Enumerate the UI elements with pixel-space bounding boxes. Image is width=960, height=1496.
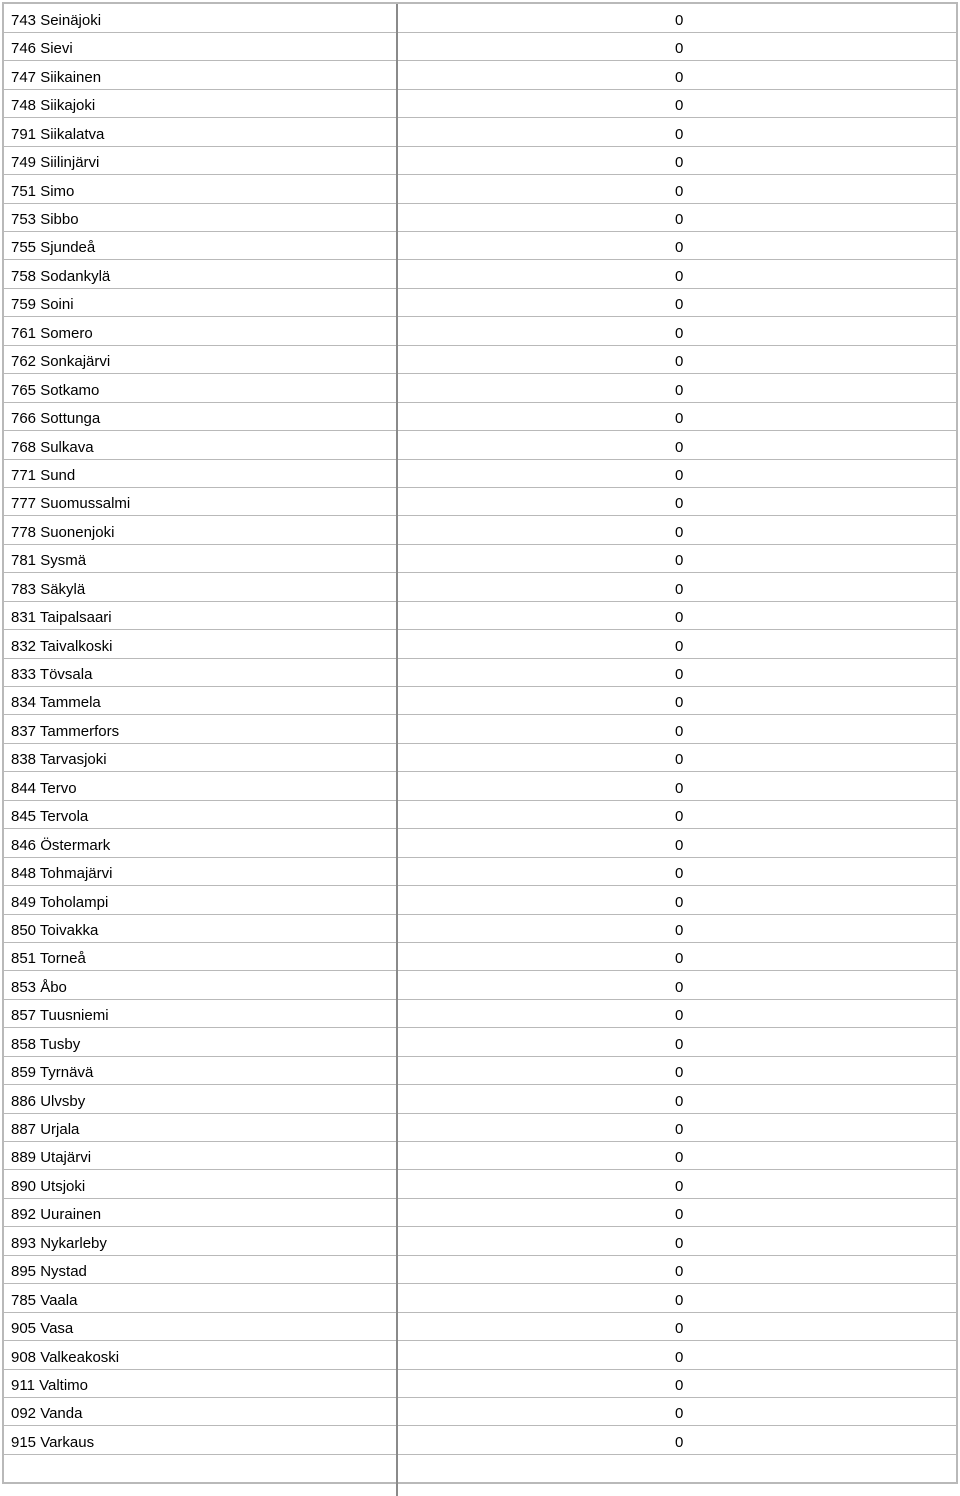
municipality-name-cell[interactable]: 915 Varkaus bbox=[4, 1426, 397, 1454]
municipality-name-cell[interactable]: 857 Tuusniemi bbox=[4, 999, 397, 1027]
table-row bbox=[4, 1142, 958, 1170]
municipality-name-cell[interactable]: 886 Ulvsby bbox=[4, 1085, 397, 1113]
table-row bbox=[4, 1170, 958, 1198]
municipality-name-cell[interactable]: 748 Siikajoki bbox=[4, 89, 397, 117]
value-cell[interactable]: 0 bbox=[397, 886, 958, 914]
value-cell[interactable]: 0 bbox=[397, 1426, 958, 1454]
value-cell[interactable]: 0 bbox=[397, 914, 958, 942]
value-cell[interactable]: 0 bbox=[397, 89, 958, 117]
table-row bbox=[4, 374, 958, 402]
value-cell[interactable]: 0 bbox=[397, 61, 958, 89]
municipality-name-cell[interactable]: 850 Toivakka bbox=[4, 914, 397, 942]
table-row bbox=[4, 715, 958, 743]
table-row bbox=[4, 1056, 958, 1084]
value-cell[interactable]: 0 bbox=[397, 800, 958, 828]
table-row bbox=[4, 999, 958, 1027]
municipality-name-cell[interactable]: 758 Sodankylä bbox=[4, 260, 397, 288]
value-cell[interactable]: 0 bbox=[397, 260, 958, 288]
value-cell[interactable]: 0 bbox=[397, 1113, 958, 1141]
municipality-name-cell[interactable]: 746 Sievi bbox=[4, 32, 397, 60]
value-cell[interactable]: 0 bbox=[397, 829, 958, 857]
table-row bbox=[4, 32, 958, 60]
table-row bbox=[4, 459, 958, 487]
table-row bbox=[4, 544, 958, 572]
municipality-name-cell[interactable]: 092 Vanda bbox=[4, 1397, 397, 1425]
municipality-name-cell[interactable]: 785 Vaala bbox=[4, 1284, 397, 1312]
municipality-name-cell[interactable]: 905 Vasa bbox=[4, 1312, 397, 1340]
municipality-name-cell[interactable]: 834 Tammela bbox=[4, 687, 397, 715]
value-cell[interactable]: 0 bbox=[397, 1341, 958, 1369]
value-cell[interactable]: 0 bbox=[397, 1397, 958, 1425]
table-row bbox=[4, 1312, 958, 1340]
value-cell[interactable]: 0 bbox=[397, 317, 958, 345]
table-row bbox=[4, 232, 958, 260]
value-cell[interactable]: 0 bbox=[397, 345, 958, 373]
table-row bbox=[4, 573, 958, 601]
table-row bbox=[4, 971, 958, 999]
value-cell[interactable]: 0 bbox=[397, 544, 958, 572]
municipality-name-cell[interactable]: 762 Sonkajärvi bbox=[4, 345, 397, 373]
table-row bbox=[4, 4, 958, 32]
table-row bbox=[4, 1028, 958, 1056]
municipality-name-cell[interactable]: 889 Utajärvi bbox=[4, 1142, 397, 1170]
table-row bbox=[4, 1341, 958, 1369]
table-row bbox=[4, 89, 958, 117]
value-cell[interactable]: 0 bbox=[397, 1369, 958, 1397]
value-cell[interactable]: 0 bbox=[397, 1284, 958, 1312]
value-cell[interactable]: 0 bbox=[397, 459, 958, 487]
table-row bbox=[4, 345, 958, 373]
table-row bbox=[4, 1397, 958, 1425]
municipality-name-cell[interactable]: 761 Somero bbox=[4, 317, 397, 345]
value-cell[interactable]: 0 bbox=[397, 146, 958, 174]
municipality-name-cell[interactable]: 892 Uurainen bbox=[4, 1198, 397, 1226]
table-row bbox=[4, 1198, 958, 1226]
table-row bbox=[4, 516, 958, 544]
empty-name-cell[interactable] bbox=[4, 1454, 397, 1496]
table-row bbox=[4, 260, 958, 288]
value-cell[interactable]: 0 bbox=[397, 1255, 958, 1283]
table-row bbox=[4, 1255, 958, 1283]
municipality-name-cell[interactable]: 858 Tusby bbox=[4, 1028, 397, 1056]
municipality-name-cell[interactable]: 743 Seinäjoki bbox=[4, 4, 397, 32]
value-cell[interactable]: 0 bbox=[397, 1142, 958, 1170]
value-cell[interactable]: 0 bbox=[397, 1198, 958, 1226]
municipality-name-cell[interactable]: 844 Tervo bbox=[4, 772, 397, 800]
municipality-name-cell[interactable]: 781 Sysmä bbox=[4, 544, 397, 572]
municipality-name-cell[interactable]: 853 Åbo bbox=[4, 971, 397, 999]
municipality-name-cell[interactable]: 831 Taipalsaari bbox=[4, 601, 397, 629]
table-row bbox=[4, 402, 958, 430]
municipality-name-cell[interactable]: 846 Östermark bbox=[4, 829, 397, 857]
value-cell[interactable]: 0 bbox=[397, 374, 958, 402]
value-cell[interactable]: 0 bbox=[397, 1170, 958, 1198]
table-row bbox=[4, 1284, 958, 1312]
municipality-name-cell[interactable]: 893 Nykarleby bbox=[4, 1227, 397, 1255]
table-row bbox=[4, 1369, 958, 1397]
value-cell[interactable]: 0 bbox=[397, 431, 958, 459]
municipality-name-cell[interactable]: 777 Suomussalmi bbox=[4, 487, 397, 515]
municipality-name-cell[interactable]: 768 Sulkava bbox=[4, 431, 397, 459]
value-cell[interactable]: 0 bbox=[397, 175, 958, 203]
municipality-name-cell[interactable]: 783 Säkylä bbox=[4, 573, 397, 601]
municipality-name-cell[interactable]: 832 Taivalkoski bbox=[4, 630, 397, 658]
table-row bbox=[4, 630, 958, 658]
municipality-name-cell[interactable]: 771 Sund bbox=[4, 459, 397, 487]
table-row bbox=[4, 203, 958, 231]
value-cell[interactable]: 0 bbox=[397, 1312, 958, 1340]
value-cell[interactable]: 0 bbox=[397, 772, 958, 800]
municipality-name-cell[interactable]: 747 Siikainen bbox=[4, 61, 397, 89]
municipality-name-cell[interactable]: 778 Suonenjoki bbox=[4, 516, 397, 544]
municipality-name-cell[interactable]: 908 Valkeakoski bbox=[4, 1341, 397, 1369]
municipality-name-cell[interactable]: 890 Utsjoki bbox=[4, 1170, 397, 1198]
municipality-name-cell[interactable]: 791 Siikalatva bbox=[4, 118, 397, 146]
value-cell[interactable]: 0 bbox=[397, 971, 958, 999]
municipality-name-cell[interactable]: 755 Sjundeå bbox=[4, 232, 397, 260]
table-row bbox=[4, 942, 958, 970]
value-cell[interactable]: 0 bbox=[397, 687, 958, 715]
table-row bbox=[4, 743, 958, 771]
municipality-name-cell[interactable]: 859 Tyrnävä bbox=[4, 1056, 397, 1084]
table-row bbox=[4, 687, 958, 715]
table-row bbox=[4, 914, 958, 942]
value-cell[interactable]: 0 bbox=[397, 658, 958, 686]
value-cell[interactable]: 0 bbox=[397, 4, 958, 32]
municipality-name-cell[interactable]: 911 Valtimo bbox=[4, 1369, 397, 1397]
table-row bbox=[4, 317, 958, 345]
value-cell[interactable]: 0 bbox=[397, 232, 958, 260]
value-cell[interactable]: 0 bbox=[397, 1056, 958, 1084]
municipality-name-cell[interactable]: 848 Tohmajärvi bbox=[4, 857, 397, 885]
municipality-name-cell[interactable]: 833 Tövsala bbox=[4, 658, 397, 686]
value-cell[interactable]: 0 bbox=[397, 203, 958, 231]
value-cell[interactable]: 0 bbox=[397, 288, 958, 316]
value-cell[interactable]: 0 bbox=[397, 942, 958, 970]
value-cell[interactable]: 0 bbox=[397, 999, 958, 1027]
table-row bbox=[4, 857, 958, 885]
value-cell[interactable]: 0 bbox=[397, 601, 958, 629]
table-row bbox=[4, 175, 958, 203]
value-cell[interactable]: 0 bbox=[397, 32, 958, 60]
table-row bbox=[4, 487, 958, 515]
municipality-name-cell[interactable]: 759 Soini bbox=[4, 288, 397, 316]
value-cell[interactable]: 0 bbox=[397, 516, 958, 544]
table-row bbox=[4, 800, 958, 828]
table-row bbox=[4, 658, 958, 686]
empty-table-row bbox=[4, 1454, 958, 1496]
municipality-name-cell[interactable]: 838 Tarvasjoki bbox=[4, 743, 397, 771]
spreadsheet-sheet bbox=[2, 2, 958, 1484]
value-cell[interactable]: 0 bbox=[397, 715, 958, 743]
municipality-name-cell[interactable]: 887 Urjala bbox=[4, 1113, 397, 1141]
table-row bbox=[4, 61, 958, 89]
municipality-name-cell[interactable]: 851 Torneå bbox=[4, 942, 397, 970]
table-row bbox=[4, 118, 958, 146]
table-body bbox=[4, 4, 958, 1496]
value-cell[interactable]: 0 bbox=[397, 743, 958, 771]
table-row bbox=[4, 1085, 958, 1113]
table-row bbox=[4, 772, 958, 800]
value-cell[interactable]: 0 bbox=[397, 402, 958, 430]
value-cell[interactable]: 0 bbox=[397, 573, 958, 601]
value-cell[interactable]: 0 bbox=[397, 1227, 958, 1255]
value-cell[interactable]: 0 bbox=[397, 1028, 958, 1056]
table-row bbox=[4, 829, 958, 857]
municipality-name-cell[interactable]: 895 Nystad bbox=[4, 1255, 397, 1283]
municipality-name-cell[interactable]: 837 Tammerfors bbox=[4, 715, 397, 743]
table-row bbox=[4, 146, 958, 174]
empty-value-cell[interactable] bbox=[397, 1454, 958, 1496]
table-row bbox=[4, 288, 958, 316]
table-row bbox=[4, 431, 958, 459]
table-row bbox=[4, 886, 958, 914]
municipality-name-cell[interactable]: 765 Sotkamo bbox=[4, 374, 397, 402]
value-cell[interactable]: 0 bbox=[397, 118, 958, 146]
table-row bbox=[4, 1426, 958, 1454]
table-row bbox=[4, 601, 958, 629]
municipality-name-cell[interactable]: 749 Siilinjärvi bbox=[4, 146, 397, 174]
table-row bbox=[4, 1227, 958, 1255]
municipality-table bbox=[4, 4, 958, 1496]
value-cell[interactable]: 0 bbox=[397, 1085, 958, 1113]
value-cell[interactable]: 0 bbox=[397, 487, 958, 515]
value-cell[interactable]: 0 bbox=[397, 857, 958, 885]
table-row bbox=[4, 1113, 958, 1141]
value-cell[interactable]: 0 bbox=[397, 630, 958, 658]
municipality-name-cell[interactable]: 753 Sibbo bbox=[4, 203, 397, 231]
municipality-name-cell[interactable]: 751 Simo bbox=[4, 175, 397, 203]
municipality-name-cell[interactable]: 766 Sottunga bbox=[4, 402, 397, 430]
municipality-name-cell[interactable]: 845 Tervola bbox=[4, 800, 397, 828]
municipality-name-cell[interactable]: 849 Toholampi bbox=[4, 886, 397, 914]
